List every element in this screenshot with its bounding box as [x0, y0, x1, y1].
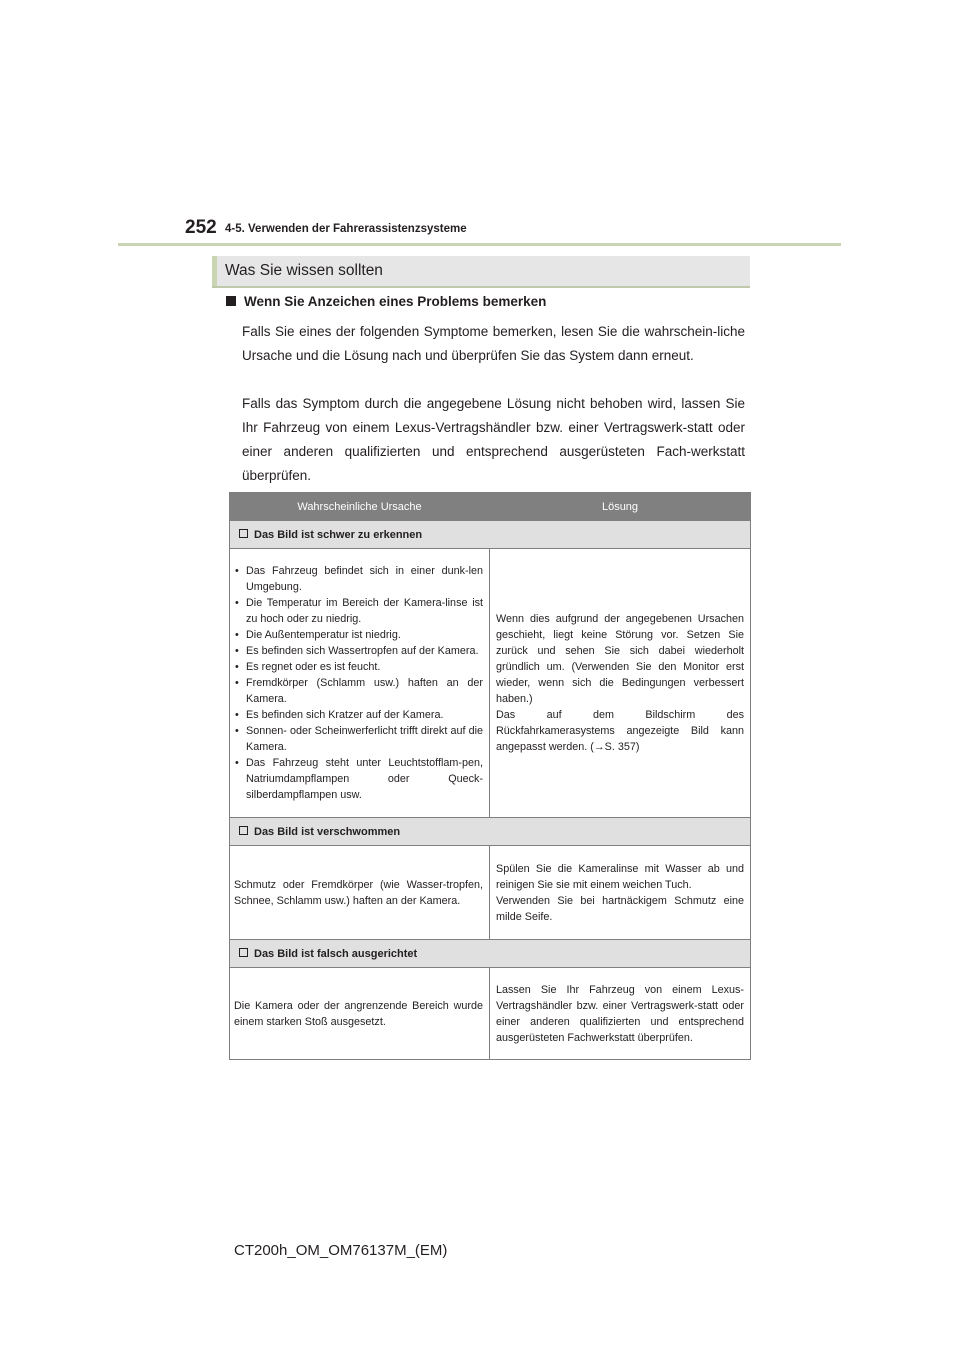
square-bullet-icon — [226, 296, 236, 306]
section-title-cell — [230, 521, 751, 549]
list-item: • Es regnet oder es ist feucht. — [234, 659, 483, 675]
list-item: • Das Fahrzeug befindet sich in einer dunk-len Umgebung. — [234, 563, 483, 595]
info-box-accent — [212, 256, 217, 286]
solution-cell — [490, 968, 751, 1060]
page-number: 252 — [185, 217, 217, 238]
solution-text: Wenn dies aufgrund der angegebenen Ursachen geschieht, liegt keine Störung vor. Setzen Sie zurück und sehen Sie sich dabei wiederholt gründlich um. (Verwenden Sie den Monitor erst wieder, wenn sich die Bedingungen verbessert haben.) — [496, 613, 744, 705]
cause-cell — [230, 968, 490, 1060]
section-title-text: Das Bild ist verschwommen — [254, 825, 401, 838]
info-box-title: Was Sie wissen sollten — [225, 262, 383, 279]
info-box — [212, 256, 750, 288]
section-title: 4-5. Verwenden der Fahrerassistenzsysteme — [225, 223, 467, 235]
list-item: • Es befinden sich Kratzer auf der Kamera. — [234, 707, 483, 723]
table-row — [230, 846, 751, 940]
cause-cell — [230, 846, 490, 940]
solution-cell — [490, 846, 751, 940]
cause-list — [234, 563, 483, 803]
list-item: • Die Außentemperatur ist niedrig. — [234, 627, 483, 643]
section-title-cell — [230, 940, 751, 968]
footer-code: CT200h_OM_OM76137M_(EM) — [234, 1242, 448, 1259]
solution-text: Lassen Sie Ihr Fahrzeug von einem Lexus-Vertragshändler bzw. einer Vertragswerk-statt oder einer anderen qualifizierten und entsprechend ausgerüsteten Fachwerkstatt überprüfen. — [496, 983, 744, 1044]
checkbox-icon — [239, 529, 248, 538]
table-header-row — [230, 493, 751, 521]
section-row — [230, 940, 751, 968]
list-item: • Fremdkörper (Schlamm usw.) haften an der Kamera. — [234, 675, 483, 707]
solution-text: Verwenden Sie bei hartnäckigem Schmutz eine milde Seife. — [496, 894, 744, 923]
header-rule — [118, 243, 841, 246]
solution-text: Spülen Sie die Kameralinse mit Wasser ab und reinigen Sie sie mit einem weichen Tuch. — [496, 862, 744, 891]
solution-text: Das auf dem Bildschirm des Rückfahrkamerasystems angezeigte Bild kann angepasst werden. (→S. 357) — [496, 709, 744, 753]
table-row — [230, 968, 751, 1060]
section-title-cell — [230, 818, 751, 846]
solution-cell — [490, 549, 751, 818]
symptom-table — [229, 492, 751, 1060]
topic-heading-text: Wenn Sie Anzeichen eines Problems bemerken — [244, 294, 547, 309]
cause-text: Die Kamera oder der angrenzende Bereich wurde einem starken Stoß ausgesetzt. — [234, 999, 483, 1028]
section-title-text: Das Bild ist falsch ausgerichtet — [254, 947, 418, 960]
checkbox-icon — [239, 948, 248, 957]
section-row — [230, 521, 751, 549]
cause-text: Schmutz oder Fremdkörper (wie Wasser-tropfen, Schnee, Schlamm usw.) haften an der Kamera. — [234, 878, 483, 907]
section-title-text: Das Bild ist schwer zu erkennen — [254, 528, 423, 541]
advice-paragraph: Falls das Symptom durch die angegebene Lösung nicht behoben wird, lassen Sie Ihr Fahrzeug von einem Lexus-Vertragshändler bzw. einer Vertragswerk-statt oder einer anderen qualifizierten und entsprechend ausgerüsteten Fach-werkstatt überprüfen. — [242, 396, 745, 483]
list-item: • Das Fahrzeug steht unter Leuchtstofflam-pen, Natriumdampflampen oder Queck-silberdampflampen usw. — [234, 755, 483, 803]
table-row — [230, 549, 751, 818]
column-header-solution: Lösung — [490, 493, 751, 521]
checkbox-icon — [239, 826, 248, 835]
column-header-cause: Wahrscheinliche Ursache — [230, 493, 490, 521]
list-item: • Sonnen- oder Scheinwerferlicht trifft direkt auf die Kamera. — [234, 723, 483, 755]
list-item: • Die Temperatur im Bereich der Kamera-linse ist zu hoch oder zu niedrig. — [234, 595, 483, 627]
intro-paragraph: Falls Sie eines der folgenden Symptome bemerken, lesen Sie die wahrschein-liche Ursache und die Lösung nach und überprüfen Sie das System dann erneut. — [242, 324, 745, 363]
topic-heading — [226, 294, 546, 309]
cause-cell — [230, 549, 490, 818]
list-item: • Es befinden sich Wassertropfen auf der Kamera. — [234, 643, 483, 659]
section-row — [230, 818, 751, 846]
